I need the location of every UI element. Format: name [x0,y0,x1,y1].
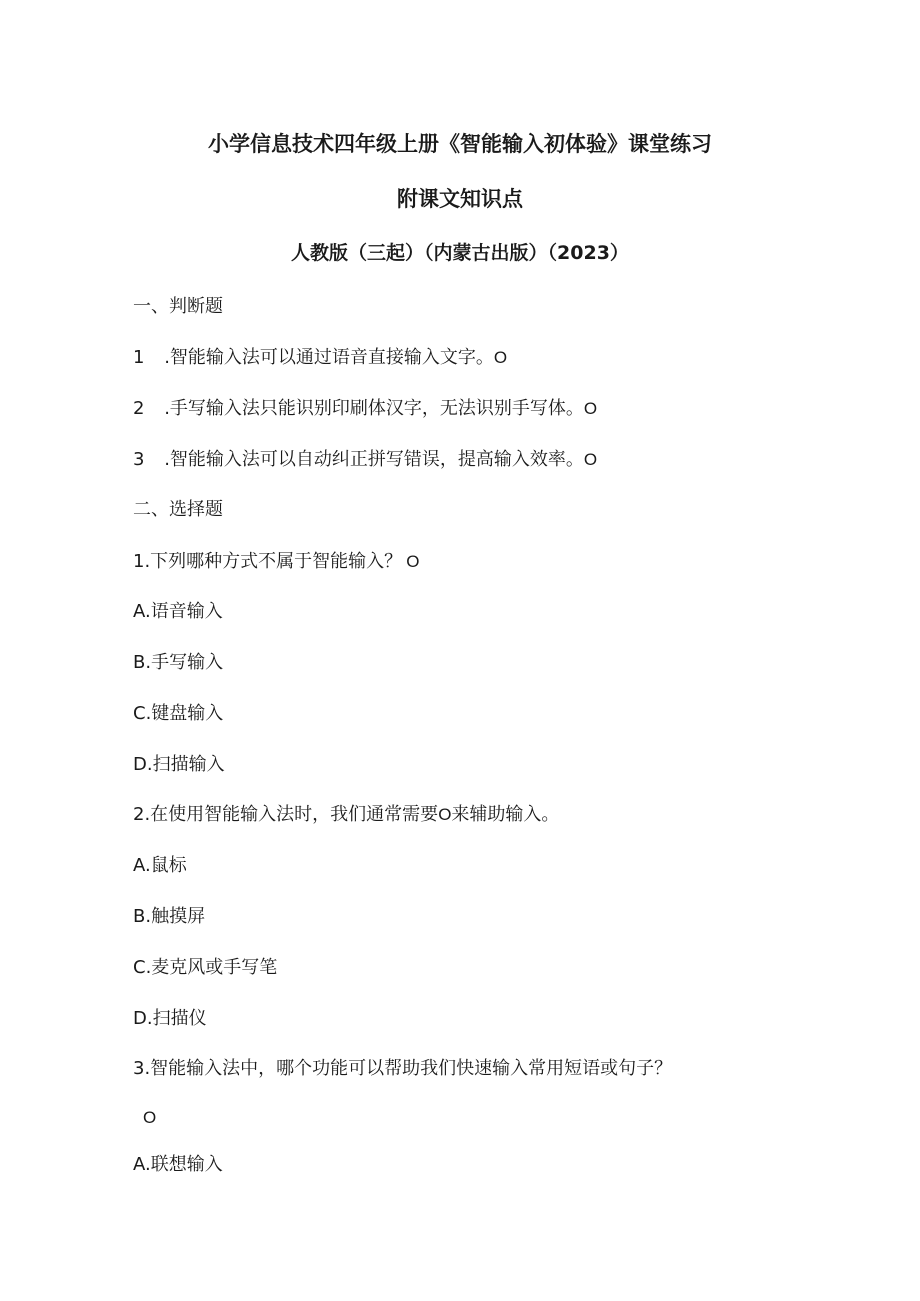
judge-item-number: 1 [133,347,145,368]
question-2-option-c: C.麦克风或手写笔 [133,957,278,978]
question-2-option-a: A.鼠标 [133,855,187,876]
answer-blank: O [493,348,508,367]
judge-item-number: 3 [133,449,145,470]
question-3-stem: 3.智能输入法中，哪个功能可以帮助我们快速输入常用短语或句子？ [133,1058,673,1079]
question-3-blank: O [143,1108,157,1127]
page-title-line2: 附课文知识点 [397,187,523,211]
section1-heading: 一、判断题 [133,296,223,317]
question-1-option-d: D.扫描输入 [133,754,225,775]
judge-item-3 [133,447,597,473]
answer-blank: O [583,399,598,418]
question-2-option-d: D.扫描仪 [133,1008,207,1029]
judge-item-number: 2 [133,398,145,419]
question-2-option-b: B.触摸屏 [133,906,206,927]
question-3-option-a: A.联想输入 [133,1154,223,1175]
question-text: 2.在使用智能输入法时，我们通常需要 [133,804,439,825]
answer-blank: O [583,450,598,469]
judge-item-text: .智能输入法可以通过语音直接输入文字。 [164,347,494,368]
question-text-tail: 来辅助输入。 [451,804,560,825]
answer-blank: O [438,805,452,824]
judge-item-text: .手写输入法只能识别印刷体汉字，无法识别手写体。 [164,398,584,419]
question-text: 1.下列哪种方式不属于智能输入？ [133,551,403,572]
judge-item-2 [133,396,597,422]
page-title-line3: 人教版（三起）（内蒙古出版）（2023） [291,242,629,264]
question-1-option-a: A.语音输入 [133,601,223,622]
section2-heading: 二、选择题 [133,499,223,520]
judge-item-1 [133,345,507,371]
question-1-option-b: B.手写输入 [133,652,224,673]
question-2-stem [133,802,559,828]
answer-blank: O [406,552,420,571]
page-title-line1: 小学信息技术四年级上册《智能输入初体验》课堂练习 [208,132,712,156]
question-1-stem [133,549,419,575]
question-1-option-c: C.键盘输入 [133,703,224,724]
judge-item-text: .智能输入法可以自动纠正拼写错误，提高输入效率。 [164,449,584,470]
